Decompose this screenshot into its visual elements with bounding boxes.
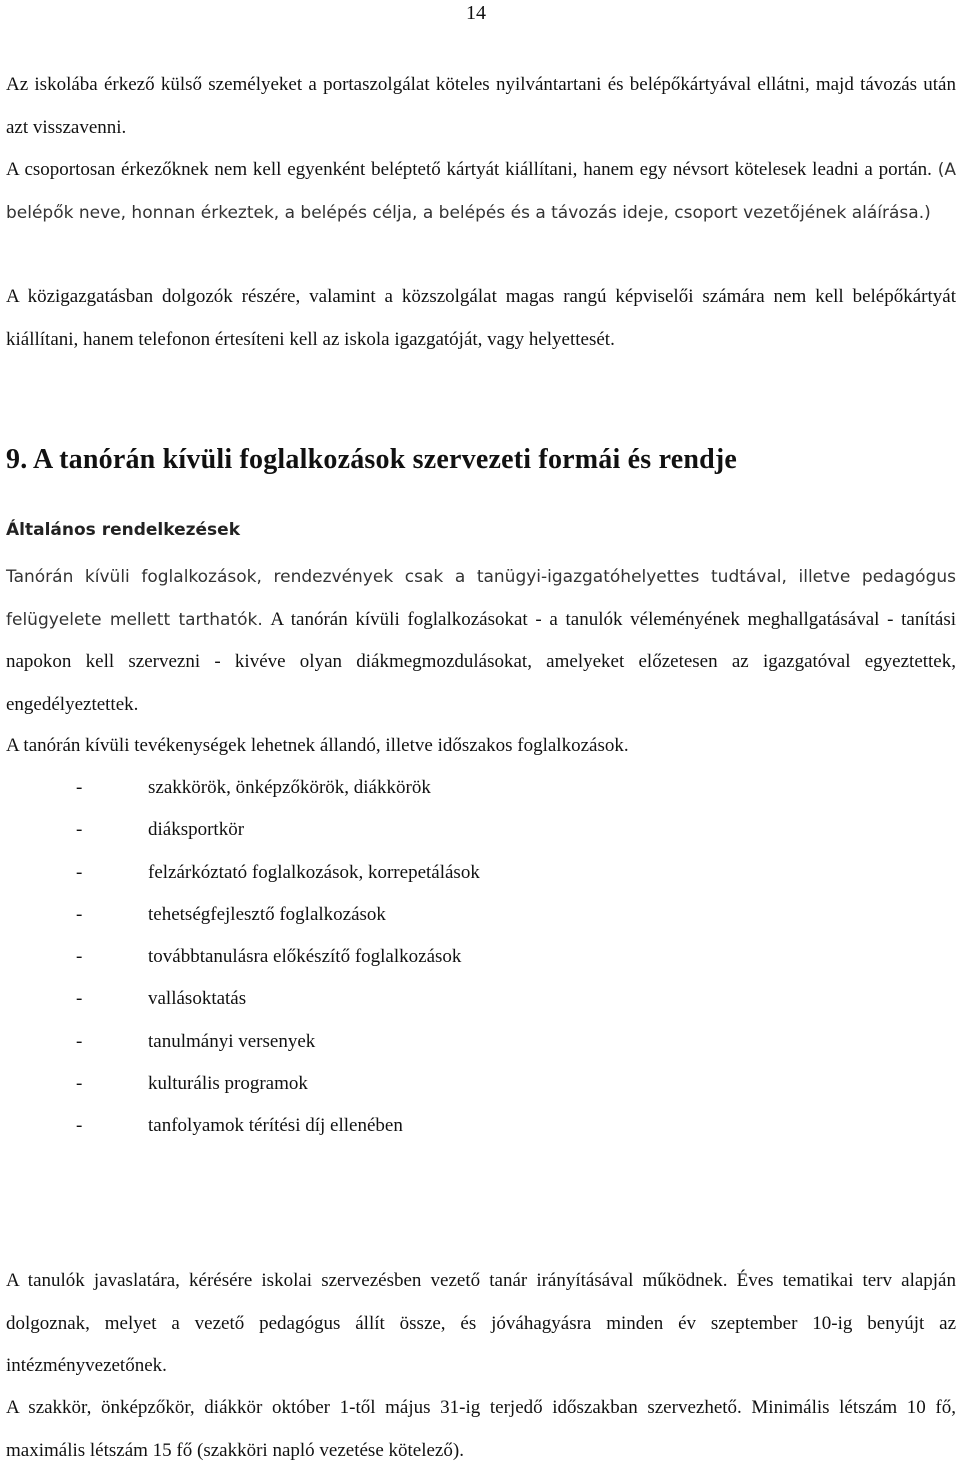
list-dash: -: [76, 861, 83, 883]
list-item-text: tehetségfejlesztő foglalkozások: [148, 903, 386, 925]
paragraph-visitors: Az iskolába érkező külső személyeket a portaszolgálat köteles nyilvántartani és belépőkártyával ellátni, majd távozás után azt visszavenni.: [6, 74, 956, 138]
list-item-text: vallásoktatás: [148, 988, 247, 1010]
list-dash: -: [76, 1115, 83, 1137]
list-item-text: tanulmányi versenyek: [148, 1030, 316, 1052]
general-text-sans: Tanórán kívüli foglalkozások, rendezvények csak a tanügyi-igazgatóhelyettes tudtával, illetve pedagógus felügyelete mellett tarthatók.: [6, 567, 956, 630]
paragraph-officials: A közigazgatásban dolgozók részére, valamint a közszolgálat magas rangú képviselői számára nem kell belépőkártyát kiállítani, hanem telefonon értesíteni kell az iskola igazgatóját, vagy helyettesét.: [6, 286, 956, 350]
list-item-text: szakkörök, önképzőkörök, diákkörök: [148, 777, 431, 798]
list-dash: -: [76, 777, 83, 798]
list-item-text: továbbtanulásra előkészítő foglalkozások: [148, 946, 462, 968]
paragraph-schedule: A szakkör, önképzőkör, diákkör október 1-től május 31-ig terjedő időszakban szervezhető. Minimális létszám 10 fő, maximális létszám 15 fő (szakköri napló vezetése kötelező).: [6, 1397, 956, 1461]
page-number: 14: [466, 2, 486, 24]
list-item-text: felzárkóztató foglalkozások, korrepetálások: [148, 861, 480, 883]
paragraph-groups: [6, 149, 956, 234]
list-dash: -: [76, 903, 83, 925]
list-item-text: tanfolyamok térítési díj ellenében: [148, 1115, 403, 1137]
paragraph-leadership: A tanulók javaslatára, kérésére iskolai szervezésben vezető tanár irányításával működnek. Éves tematikai terv alapján dolgoznak, melyet a vezető pedagógus állít össze, és jóváhagyásra minden év szeptember 10-ig benyújt az intézményvezetőnek.: [6, 1270, 956, 1376]
section-heading: 9. A tanórán kívüli foglalkozások szervezeti formái és rendje: [6, 444, 738, 475]
list-dash: -: [76, 946, 83, 968]
list-dash: -: [76, 1030, 83, 1052]
list-dash: -: [76, 819, 83, 841]
list-item-text: kulturális programok: [148, 1073, 308, 1095]
list-item-text: diáksportkör: [148, 819, 245, 841]
group-text: A csoportosan érkezőknek nem kell egyenként beléptető kártyát kiállítani, hanem egy névsort kötelesek leadni a portán.: [6, 159, 932, 180]
list-dash: -: [76, 988, 83, 1010]
group-note: (A belépők neve, honnan érkeztek, a belépés célja, a belépés és a távozás ideje, csoport vezetőjének aláírása.): [6, 160, 957, 223]
general-text-serif: A tanórán kívüli foglalkozásokat - a tanulók véleményének meghallgatásával - tanítási napokon kell szervezni - kivéve olyan diákmegmozdulásokat, amelyeket előzetesen az igazgatóval egyeztettek, engedélyeztettek.: [6, 608, 956, 715]
paragraph-general: [6, 556, 956, 726]
subheading-general: Általános rendelkezések: [6, 520, 240, 540]
paragraph-types: A tanórán kívüli tevékenységek lehetnek állandó, illetve időszakos foglalkozások.: [6, 735, 629, 756]
list-dash: -: [76, 1073, 83, 1095]
